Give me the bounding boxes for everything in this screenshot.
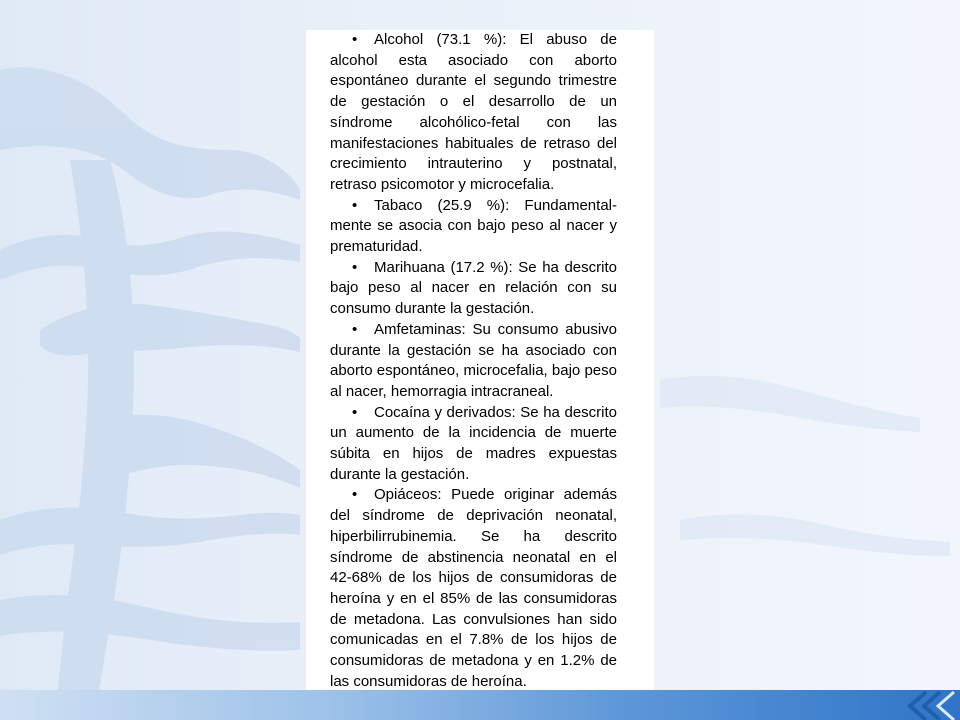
list-item-text: Opiáceos: Puede originar además del síndrome de deprivación neonatal, hiperbilirrubinemia. Se ha descrito síndrome de abstinencia neonatal en el 42-68% de los hijos de consumidoras de heroína y en el 85% de las consumidoras de metadona. Las convulsiones han sido comunicadas en el 7.8% de los hijos de consumidoras de metadona y en 1.2% de las consumidoras de heroína. [330, 486, 617, 690]
text-panel [306, 30, 654, 690]
list-item-text: Alcohol (73.1 %): El abuso de alcohol esta asociado con aborto espontáneo durante el segundo trimestre de gestación o el desarrollo de un síndrome alcohólico-fetal con las manifestaciones habituales de retraso del crecimiento intrauterino y postnatal, retraso psicomotor y microcefalia. [330, 31, 617, 193]
bullet-icon: • [352, 196, 358, 214]
bullet-icon: • [352, 320, 358, 338]
list-item-tabaco [330, 196, 617, 258]
double-chevron-left-icon [900, 688, 960, 720]
list-item-text: Marihuana (17.2 %): Se ha descrito bajo peso al nacer en relación con su consumo durante la gestación. [330, 258, 617, 318]
list-item-text: Tabaco (25.9 %): Fundamental-mente se asocia con bajo peso al nacer y prematuridad. [330, 196, 617, 256]
list-item-cocaina [330, 403, 617, 486]
bullet-list [330, 30, 617, 693]
footer-gradient-bar [0, 690, 960, 720]
list-item-amfetaminas [330, 320, 617, 403]
bullet-icon: • [352, 403, 358, 421]
bullet-icon: • [352, 258, 358, 276]
list-item-marihuana [330, 258, 617, 320]
list-item-text: Cocaína y derivados: Se ha descrito un aumento de la incidencia de muerte súbita en hijos de madres expuestas durante la gestación. [330, 403, 617, 483]
bullet-icon: • [352, 486, 358, 504]
list-item-alcohol [330, 30, 617, 196]
list-item-opiaceos [330, 485, 617, 692]
bullet-icon: • [352, 31, 358, 48]
list-item-text: Amfetaminas: Su consumo abusivo durante la gestación se ha asociado con aborto espontáneo, microcefalia, bajo peso al nacer, hemorragia intracraneal. [330, 320, 617, 400]
